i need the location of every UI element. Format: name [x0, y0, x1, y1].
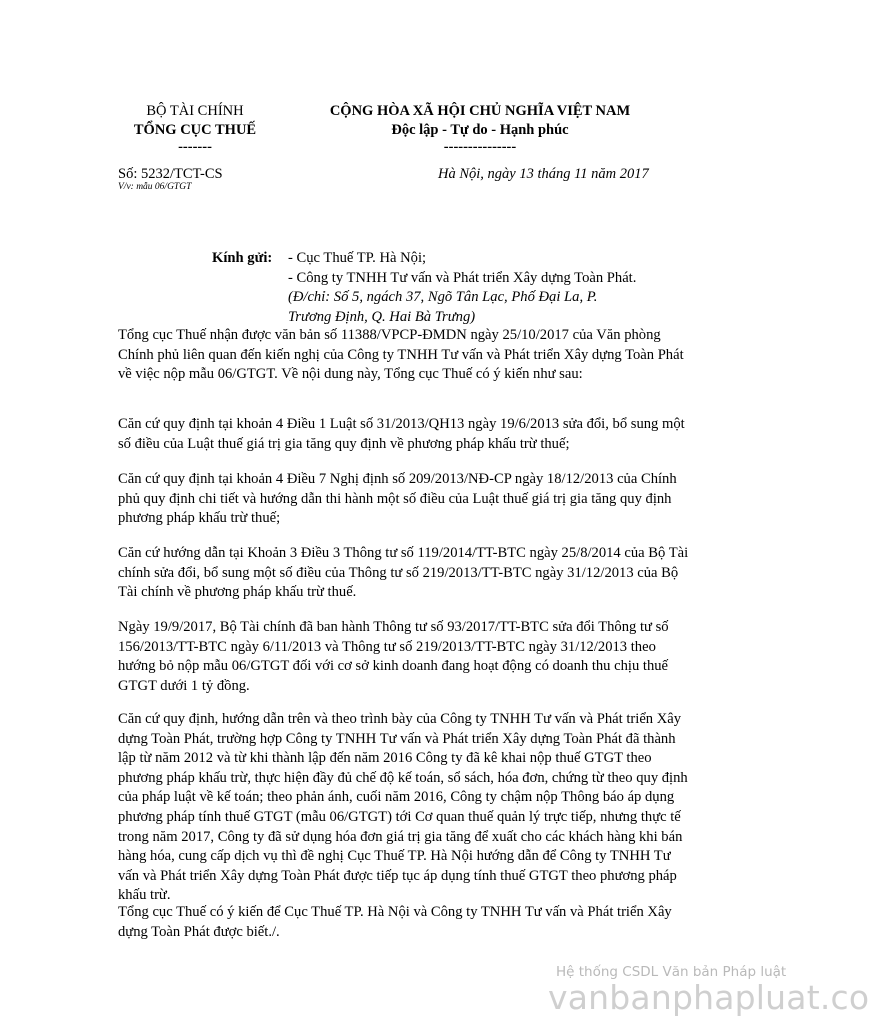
- recipients-label: Kính gửi:: [212, 250, 273, 266]
- recipient-2: - Công ty TNHH Tư vấn và Phát triển Xây dựng Toàn Phát.: [288, 269, 637, 286]
- country-name: CỘNG HÒA XÃ HỘI CHỦ NGHĨA VIỆT NAM: [329, 103, 631, 119]
- paragraph-new-circular: Ngày 19/9/2017, Bộ Tài chính đã ban hành Thông tư số 93/2017/TT-BTC sửa đổi Thông tư số 156/2013/TT-BTC ngày 6/11/2013 và Thông tư số 219/2013/TT-BTC ngày 31/12/2013 theo hướng bỏ nộp mẫu 06/GTGT đối với cơ sở kinh doanh đang hoạt động có doanh thu chịu thuế GTGT dưới 1 tỷ đồng.: [118, 619, 669, 694]
- place-date: Hà Nội, ngày 13 tháng 11 năm 2017: [438, 166, 649, 182]
- paragraph-legal-basis-law: Căn cứ quy định tại khoản 4 Điều 1 Luật số 31/2013/QH13 ngày 19/6/2013 sửa đổi, bổ sung một số điều của Luật thuế giá trị gia tăng quy định về phương pháp khấu trừ thuế;: [118, 416, 685, 452]
- motto: Độc lập - Tự do - Hạnh phúc: [391, 122, 569, 138]
- watermark-caption: Hệ thống CSDL Văn bản Pháp luật: [556, 964, 787, 980]
- paragraph-legal-basis-decree: Căn cứ quy định tại khoản 4 Điều 7 Nghị định số 209/2013/NĐ-CP ngày 18/12/2013 của Chính phủ quy định chi tiết và hướng dẫn thi hành một số điều của Luật thuế giá trị gia tăng quy định phương pháp khấu trừ thuế;: [118, 471, 677, 527]
- ministry-name: BỘ TÀI CHÍNH: [146, 103, 244, 119]
- paragraph-case-analysis: Căn cứ quy định, hướng dẫn trên và theo trình bày của Công ty TNHH Tư vấn và Phát triển Xây dựng Toàn Phát, trường hợp Công ty TNHH Tư vấn và Phát triển Xây dựng Toàn Phát đã thành lập từ năm 2012 và từ khi thành lập đến năm 2016 Công ty đã kê khai nộp thuế GTGT theo phương pháp khấu trừ, thực hiện đầy đủ chế độ kế toán, sổ sách, hóa đơn, chứng từ theo quy định của pháp luật về kế toán; theo phản ánh, cuối năm 2016, Công ty chậm nộp Thông báo áp dụng phương pháp tính thuế GTGT (mẫu 06/GTGT) tới Cơ quan thuế quản lý trực tiếp, nhưng thực tế trong năm 2017, Công ty đã sử dụng hóa đơn giá trị gia tăng để xuất cho các khách hàng khi bán hàng hóa, cung cấp dịch vụ thì đề nghị Cục Thuế TP. Hà Nội hướng dẫn để Công ty TNHH Tư vấn và Phát triển Xây dựng Toàn Phát được tiếp tục áp dụng tính thuế GTGT theo phương pháp khấu trừ.: [118, 711, 688, 904]
- recipient-1: - Cục Thuế TP. Hà Nội;: [288, 250, 427, 266]
- right-rule: ---------------: [443, 139, 517, 155]
- left-rule: -------: [178, 139, 212, 155]
- document-subject: V/v: mẫu 06/GTGT: [118, 182, 192, 192]
- paragraph-conclusion: Tổng cục Thuế có ý kiến để Cục Thuế TP. Hà Nội và Công ty TNHH Tư vấn và Phát triển Xây dựng Toàn Phát được biết./.: [118, 904, 672, 940]
- watermark-site: vanbanphapluat.co: [548, 978, 869, 1017]
- document-number: Số: 5232/TCT-CS: [118, 166, 223, 182]
- recipient-address-1: (Đ/chỉ: Số 5, ngách 37, Ngõ Tân Lạc, Phố Đại La, P.: [288, 289, 598, 306]
- paragraph-legal-basis-circular: Căn cứ hướng dẫn tại Khoản 3 Điều 3 Thông tư số 119/2014/TT-BTC ngày 25/8/2014 của Bộ Tài chính sửa đổi, bổ sung một số điều của Thông tư số 219/2013/TT-BTC ngày 31/12/2013 của Bộ Tài chính về phương pháp khấu trừ thuế.: [118, 545, 689, 601]
- department-name: TỔNG CỤC THUẾ: [133, 122, 257, 138]
- paragraph-intro: Tổng cục Thuế nhận được văn bản số 11388/VPCP-ĐMDN ngày 25/10/2017 của Văn phòng Chính phủ liên quan đến kiến nghị của Công ty TNHH Tư vấn và Phát triển Xây dựng Toàn Phát về việc nộp mẫu 06/GTGT. Về nội dung này, Tổng cục Thuế có ý kiến như sau:: [118, 327, 684, 383]
- national-title-block: [300, 102, 660, 154]
- recipients-list: [288, 249, 698, 327]
- recipient-address-2: Trương Định, Q. Hai Bà Trưng): [288, 308, 476, 325]
- issuer-block: [110, 102, 280, 154]
